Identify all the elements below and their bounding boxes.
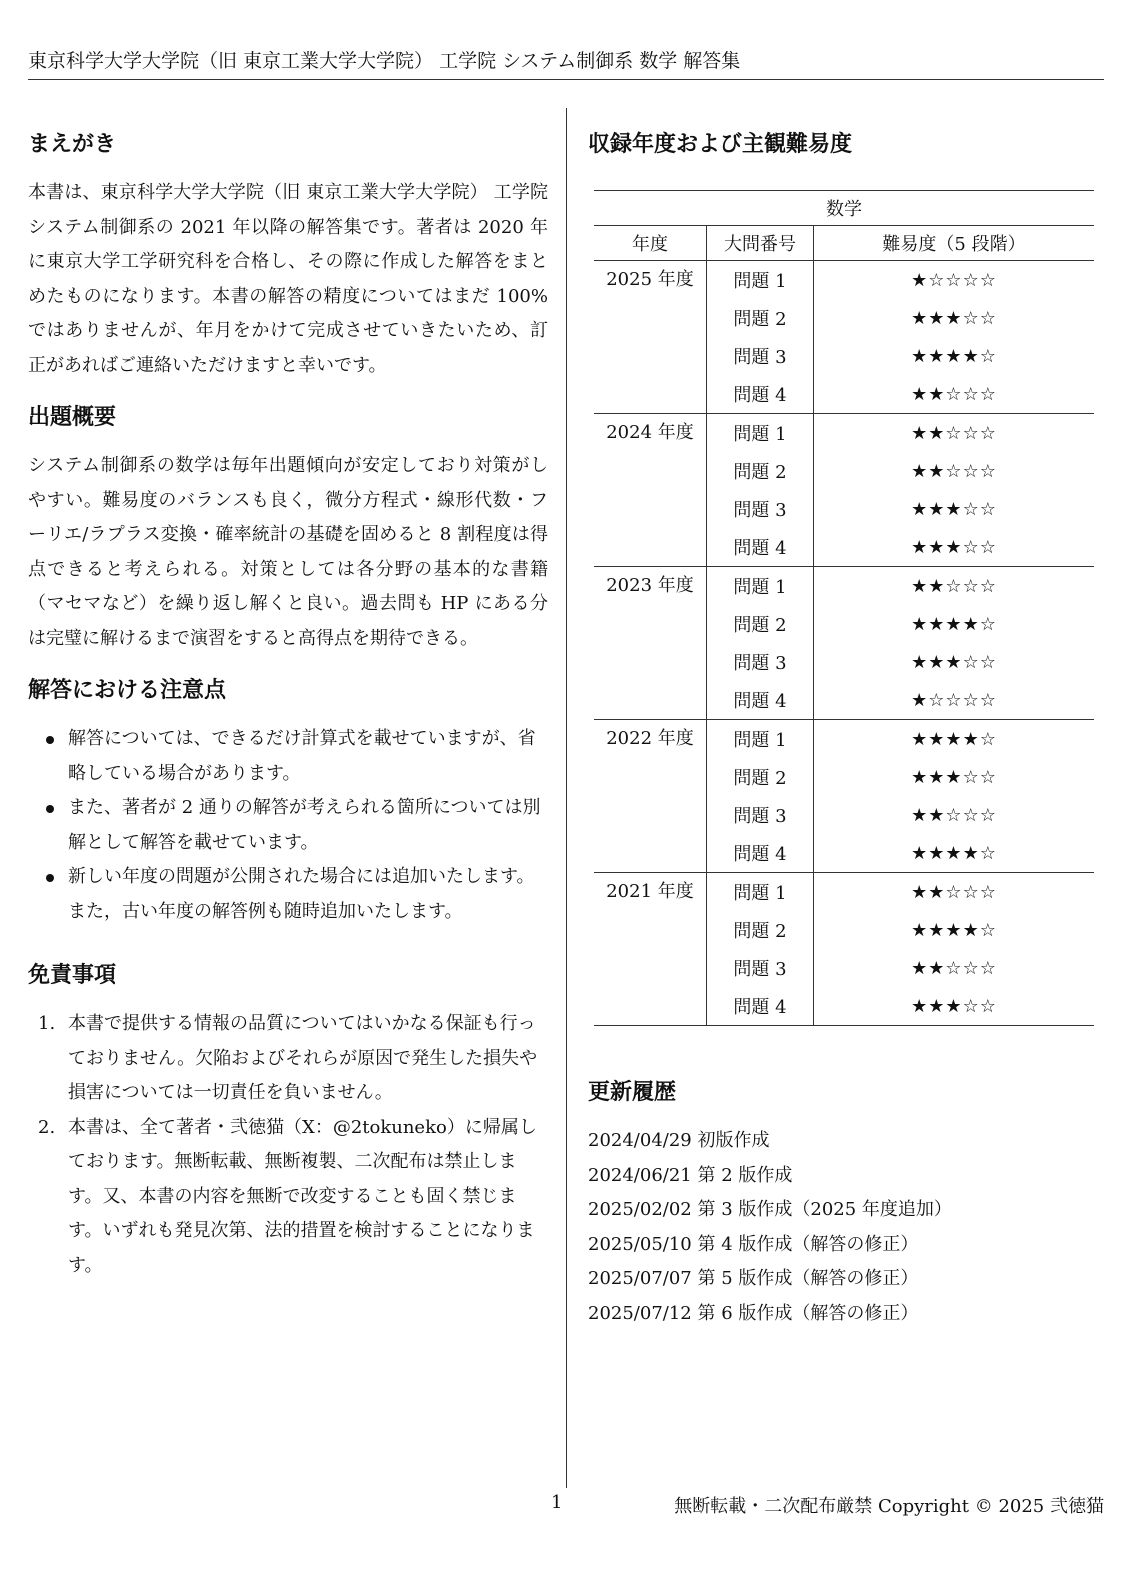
year-cell: 2025 年度	[594, 261, 707, 300]
table-row	[594, 720, 1094, 759]
difficulty-stars: ★★★☆☆	[911, 651, 997, 673]
difficulty-stars: ★★★★☆	[911, 345, 997, 367]
year-cell	[594, 643, 707, 681]
left-column	[28, 130, 548, 1283]
difficulty-stars: ★★★★☆	[814, 720, 1095, 759]
problem-cell: 問題 1	[707, 261, 814, 300]
table-row	[594, 261, 1094, 300]
table-row	[594, 375, 1094, 414]
problem-cell: 問題 3	[707, 337, 814, 375]
problem-cell: 問題 3	[707, 643, 814, 681]
problem-cell: 問題 4	[707, 681, 814, 720]
page-footer	[0, 1492, 1132, 1522]
table-row	[594, 949, 1094, 987]
col-header-year: 年度	[594, 226, 707, 261]
disclaimer-heading: 免責事項	[28, 963, 117, 988]
difficulty-stars: ★★★☆☆	[911, 307, 997, 329]
list-item: 2024/04/29 初版作成	[588, 1130, 770, 1151]
notes-heading: 解答における注意点	[28, 678, 227, 703]
table-row	[594, 337, 1094, 375]
list-item: 新しい年度の問題が公開された場合には追加いたします。また，古い年度の解答例も随時追加いたします。	[28, 860, 548, 929]
difficulty-heading: 収録年度および主観難易度	[588, 132, 853, 157]
table-row	[594, 643, 1094, 681]
table-row	[594, 796, 1094, 834]
year-cell: 2022 年度	[594, 720, 707, 759]
table-caption: 数学	[594, 191, 1094, 226]
year-cell	[594, 375, 707, 414]
list-item: 2025/02/02 第 3 版作成（2025 年度追加）	[588, 1199, 952, 1220]
problem-cell: 問題 3	[707, 949, 814, 987]
overview-text: システム制御系の数学は毎年出題傾向が安定しており対策がしやすい。難易度のバランスも良く，微分方程式・線形代数・フーリエ/ラプラス変換・確率統計の基礎を固めると 8 割程度は得点できると考えられる。対策としては各分野の基本的な書籍（マセマなど）を繰り返し解くと良い。過去問も HP にある分は完璧に解けるまで演習をすると高得点を期待できる。	[28, 455, 548, 649]
difficulty-stars: ★★★★☆	[911, 613, 997, 635]
problem-cell: 問題 2	[707, 758, 814, 796]
problem-cell: 問題 3	[707, 490, 814, 528]
difficulty-stars: ★☆☆☆☆	[814, 261, 1095, 300]
list-item: 解答については、できるだけ計算式を載せていますが、省略している場合があります。	[28, 722, 548, 791]
table-row	[594, 681, 1094, 720]
difficulty-stars: ★★☆☆☆	[911, 460, 997, 482]
problem-cell: 問題 4	[707, 375, 814, 414]
problem-cell: 問題 4	[707, 987, 814, 1026]
preface-text: 本書は、東京科学大学大学院（旧 東京工業大学大学院） 工学院 システム制御系の 2021 年以降の解答集です。著者は 2020 年に東京大学工学研究科を合格し、その際に作成した解答をまとめたものになります。本書の解答の精度についてはまだ 100% ではありませんが、年月をかけて完成させていきたいため、訂正があればご連絡いただけますと幸いです。	[28, 182, 548, 376]
year-cell	[594, 605, 707, 643]
difficulty-stars: ★★★★☆	[911, 919, 997, 941]
overview-heading: 出題概要	[28, 405, 117, 430]
col-header-problem: 大問番号	[707, 226, 814, 261]
difficulty-stars: ★★★☆☆	[911, 766, 997, 788]
problem-cell: 問題 1	[707, 567, 814, 606]
header-rule	[28, 79, 1104, 80]
list-item: 2025/05/10 第 4 版作成（解答の修正）	[588, 1233, 919, 1255]
table-row	[594, 605, 1094, 643]
difficulty-stars: ★★☆☆☆	[911, 957, 997, 979]
list-item: 2024/06/21 第 2 版作成	[588, 1164, 793, 1186]
difficulty-table	[594, 190, 1094, 1026]
problem-cell: 問題 2	[707, 452, 814, 490]
problem-cell: 問題 3	[707, 796, 814, 834]
year-cell	[594, 337, 707, 375]
table-row	[594, 452, 1094, 490]
year-cell	[594, 834, 707, 873]
col-header-difficulty: 難易度（5 段階）	[814, 226, 1095, 261]
problem-cell: 問題 1	[707, 873, 814, 912]
difficulty-stars: ★★☆☆☆	[814, 567, 1095, 606]
table-row	[594, 911, 1094, 949]
list-item	[28, 1111, 548, 1284]
table-row	[594, 758, 1094, 796]
difficulty-stars: ★★☆☆☆	[814, 873, 1095, 912]
year-cell: 2023 年度	[594, 567, 707, 606]
difficulty-stars: ★★★☆☆	[814, 987, 1095, 1026]
year-cell	[594, 796, 707, 834]
problem-cell: 問題 2	[707, 299, 814, 337]
problem-cell: 問題 1	[707, 414, 814, 453]
page-number: 1	[551, 1492, 563, 1513]
difficulty-stars: ★★★☆☆	[911, 536, 997, 558]
table-row	[594, 414, 1094, 453]
list-item: 2025/07/12 第 6 版作成（解答の修正）	[588, 1302, 919, 1324]
problem-cell: 問題 4	[707, 528, 814, 567]
year-cell	[594, 528, 707, 567]
page-header: 東京科学大学大学院（旧 東京工業大学大学院） 工学院 システム制御系 数学 解答集	[28, 50, 741, 72]
difficulty-stars: ★☆☆☆☆	[911, 689, 997, 711]
problem-cell: 問題 4	[707, 834, 814, 873]
table-row	[594, 834, 1094, 873]
year-cell: 2024 年度	[594, 414, 707, 453]
difficulty-stars: ★★★☆☆	[911, 498, 997, 520]
copyright: 無断転載・二次配布厳禁 Copyright © 2025 弐徳猫	[674, 1496, 1104, 1517]
list-item: また、著者が 2 通りの解答が考えられる箇所については別解として解答を載せています。	[28, 791, 548, 860]
year-cell	[594, 911, 707, 949]
list-text: 本書で提供する情報の品質についてはいかなる保証も行っておりません。欠陥およびそれらが原因で発生した損失や損害については一切責任を負いません。	[68, 1013, 538, 1103]
column-divider	[566, 108, 567, 1488]
year-cell	[594, 987, 707, 1026]
year-cell	[594, 949, 707, 987]
table-row	[594, 987, 1094, 1026]
list-number: 1.	[38, 1013, 56, 1034]
history-list	[588, 1124, 1104, 1331]
problem-cell: 問題 2	[707, 911, 814, 949]
year-cell	[594, 758, 707, 796]
year-cell	[594, 681, 707, 720]
list-item: 2025/07/07 第 5 版作成（解答の修正）	[588, 1268, 919, 1289]
table-row	[594, 528, 1094, 567]
difficulty-stars: ★★☆☆☆	[911, 383, 997, 405]
year-cell	[594, 299, 707, 337]
list-number: 2.	[38, 1116, 56, 1138]
year-cell: 2021 年度	[594, 873, 707, 912]
difficulty-stars: ★★☆☆☆	[911, 804, 997, 826]
problem-cell: 問題 1	[707, 720, 814, 759]
disclaimer-list	[28, 1007, 548, 1283]
list-item	[28, 1007, 548, 1111]
table-row	[594, 567, 1094, 606]
history-heading: 更新履歴	[588, 1080, 677, 1105]
year-cell	[594, 490, 707, 528]
list-text: 本書は、全て著者・弐徳猫（X：@2tokuneko）に帰属しております。無断転載、無断複製、二次配布は禁止します。又、本書の内容を無断で改変することも固く禁じます。いずれも発見次第、法的措置を検討することになります。	[68, 1116, 537, 1276]
year-cell	[594, 452, 707, 490]
difficulty-stars: ★★☆☆☆	[814, 414, 1095, 453]
notes-list	[28, 722, 548, 929]
table-row	[594, 873, 1094, 912]
right-column	[588, 130, 1104, 1331]
table-row	[594, 299, 1094, 337]
difficulty-stars: ★★★★☆	[911, 842, 997, 864]
table-row	[594, 490, 1094, 528]
preface-heading: まえがき	[28, 132, 117, 157]
problem-cell: 問題 2	[707, 605, 814, 643]
